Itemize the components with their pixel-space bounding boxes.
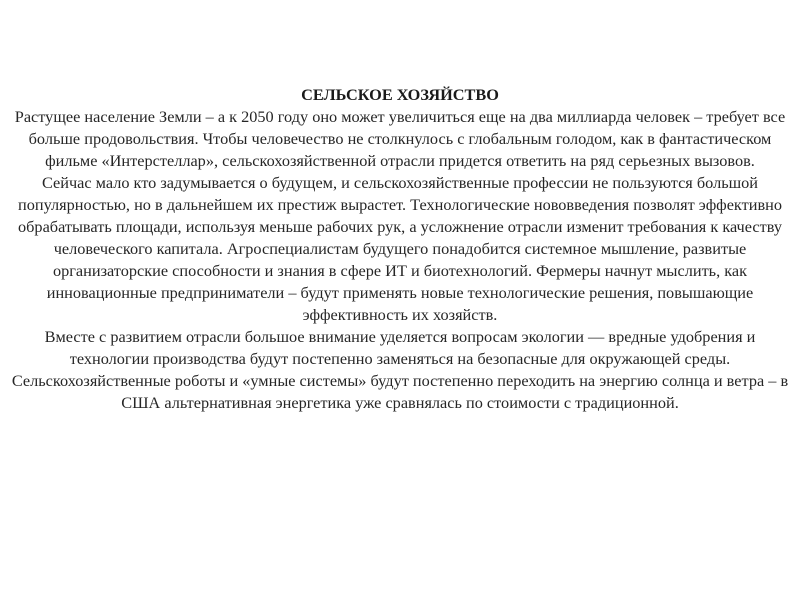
paragraph-future-professions: Сейчас мало кто задумывается о будущем, и сельскохозяйственные профессии не пользуются большой популярностью, но в дальнейшем их престиж вырастет. Технологические нововведения позволят эффективно обрабатывать площади, используя меньше рабочих рук, а усложнение отрасли изменит требования к качеству человеческого капитала. Агроспециалистам будущего понадобится системное мышление, развитые организаторские способности и знания в сфере ИТ и биотехнологий. Фермеры начнут мыслить, как инновационные предприниматели – будут применять новые технологические решения, повышающие эффективность их хозяйств. bbox=[18, 173, 782, 324]
paragraph-population: Растущее население Земли – а к 2050 году оно может увеличиться еще на два миллиарда человек – требует все больше продовольствия. Чтобы человечество не столкнулось с глобальным голодом, как в фантастическом фильме «Интерстеллар», сельскохозяйственной отрасли придется ответить на ряд серьезных вызовов. bbox=[14, 107, 786, 170]
text-block bbox=[8, 84, 792, 414]
document-title: СЕЛЬСКОЕ ХОЗЯЙСТВО bbox=[301, 85, 499, 104]
paragraph-ecology: Вместе с развитием отрасли большое внимание уделяется вопросам экологии — вредные удобрения и технологии производства будут постепенно заменяться на безопасные для окружающей среды. Сельскохозяйственные роботы и «умные системы» будут постепенно переходить на энергию солнца и ветра – в США альтернативная энергетика уже сравнялась по стоимости с традиционной. bbox=[11, 327, 789, 412]
